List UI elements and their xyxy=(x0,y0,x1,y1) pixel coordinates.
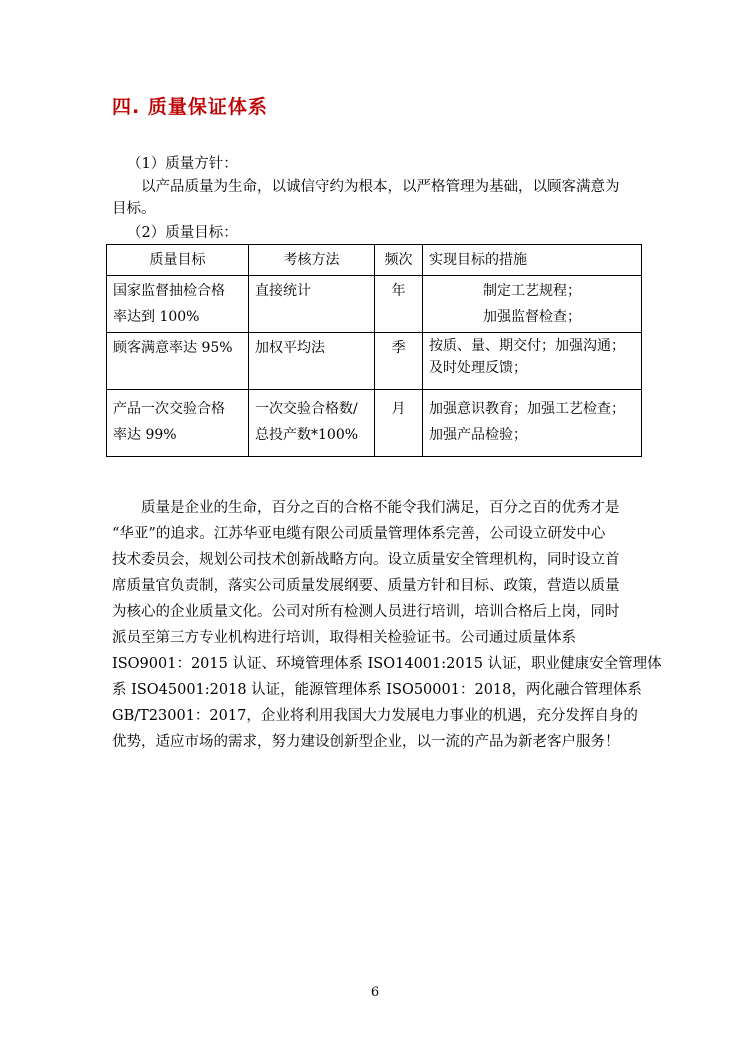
header-goal: 质量目标 xyxy=(107,245,249,276)
goal-cell: 顾客满意率达 95% xyxy=(107,333,249,390)
quality-objectives-table xyxy=(106,244,642,457)
body-line: “华亚”的追求。江苏华亚电缆有限公司质量管理体系完善，公司设立研发中心 xyxy=(112,526,606,542)
measures-cell: 制定工艺规程； 加强监督检查； xyxy=(423,276,642,333)
frequency-cell: 年 xyxy=(375,276,423,333)
method-cell: 加权平均法 xyxy=(249,333,375,390)
policy-text-line2: 目标。 xyxy=(112,201,156,217)
body-line: GB/T23001：2017，企业将利用我国大力发展电力事业的机遇，充分发挥自身的 xyxy=(112,708,638,724)
measures-cell: 按质、量、期交付；加强沟通； 及时处理反馈； xyxy=(423,333,642,390)
table-header-row xyxy=(107,245,642,276)
body-line: ISO9001：2015 认证、环境管理体系 ISO14001:2015 认证，职业健康安全管理体 xyxy=(112,656,662,672)
body-line: 席质量官负责制，落实公司质量发展纲要、质量方针和目标、政策，营造以质量 xyxy=(112,578,620,594)
table-row xyxy=(107,276,642,333)
page-number: 6 xyxy=(370,985,380,1000)
body-line: 技术委员会，规划公司技术创新战略方向。设立质量安全管理机构，同时设立首 xyxy=(112,552,620,568)
frequency-cell: 月 xyxy=(375,390,423,457)
header-method: 考核方法 xyxy=(249,245,375,276)
body-paragraph xyxy=(112,495,662,755)
goal-cell: 产品一次交验合格 率达 99% xyxy=(107,390,249,457)
header-measures: 实现目标的措施 xyxy=(423,245,642,276)
measures-cell: 加强意识教育；加强工艺检查； 加强产品检验； xyxy=(423,390,642,457)
policy-text-line1: 以产品质量为生命，以诚信守约为根本，以严格管理为基础，以顾客满意为 xyxy=(141,179,620,195)
method-cell: 直接统计 xyxy=(249,276,375,333)
header-frequency: 频次 xyxy=(375,245,423,276)
policy-label: （1）质量方针： xyxy=(127,156,238,172)
body-line: 派员至第三方专业机构进行培训，取得相关检验证书。公司通过质量体系 xyxy=(112,630,576,646)
frequency-cell: 季 xyxy=(375,333,423,390)
body-line: 为核心的企业质量文化。公司对所有检测人员进行培训，培训合格后上岗，同时 xyxy=(112,604,620,620)
objectives-label: （2）质量目标： xyxy=(127,225,238,241)
body-line: 质量是企业的生命，百分之百的合格不能令我们满足，百分之百的优秀才是 xyxy=(112,500,620,516)
table-row xyxy=(107,390,642,457)
body-line: 系 ISO45001:2018 认证，能源管理体系 ISO50001：2018，两化融合管理体系 xyxy=(112,682,642,698)
method-cell: 一次交验合格数/ 总投产数*100% xyxy=(249,390,375,457)
section-heading: 四. 质量保证体系 xyxy=(112,96,268,118)
body-line: 优势，适应市场的需求，努力建设创新型企业，以一流的产品为新老客户服务！ xyxy=(112,734,620,750)
goal-cell: 国家监督抽检合格 率达到 100% xyxy=(107,276,249,333)
table-row xyxy=(107,333,642,390)
